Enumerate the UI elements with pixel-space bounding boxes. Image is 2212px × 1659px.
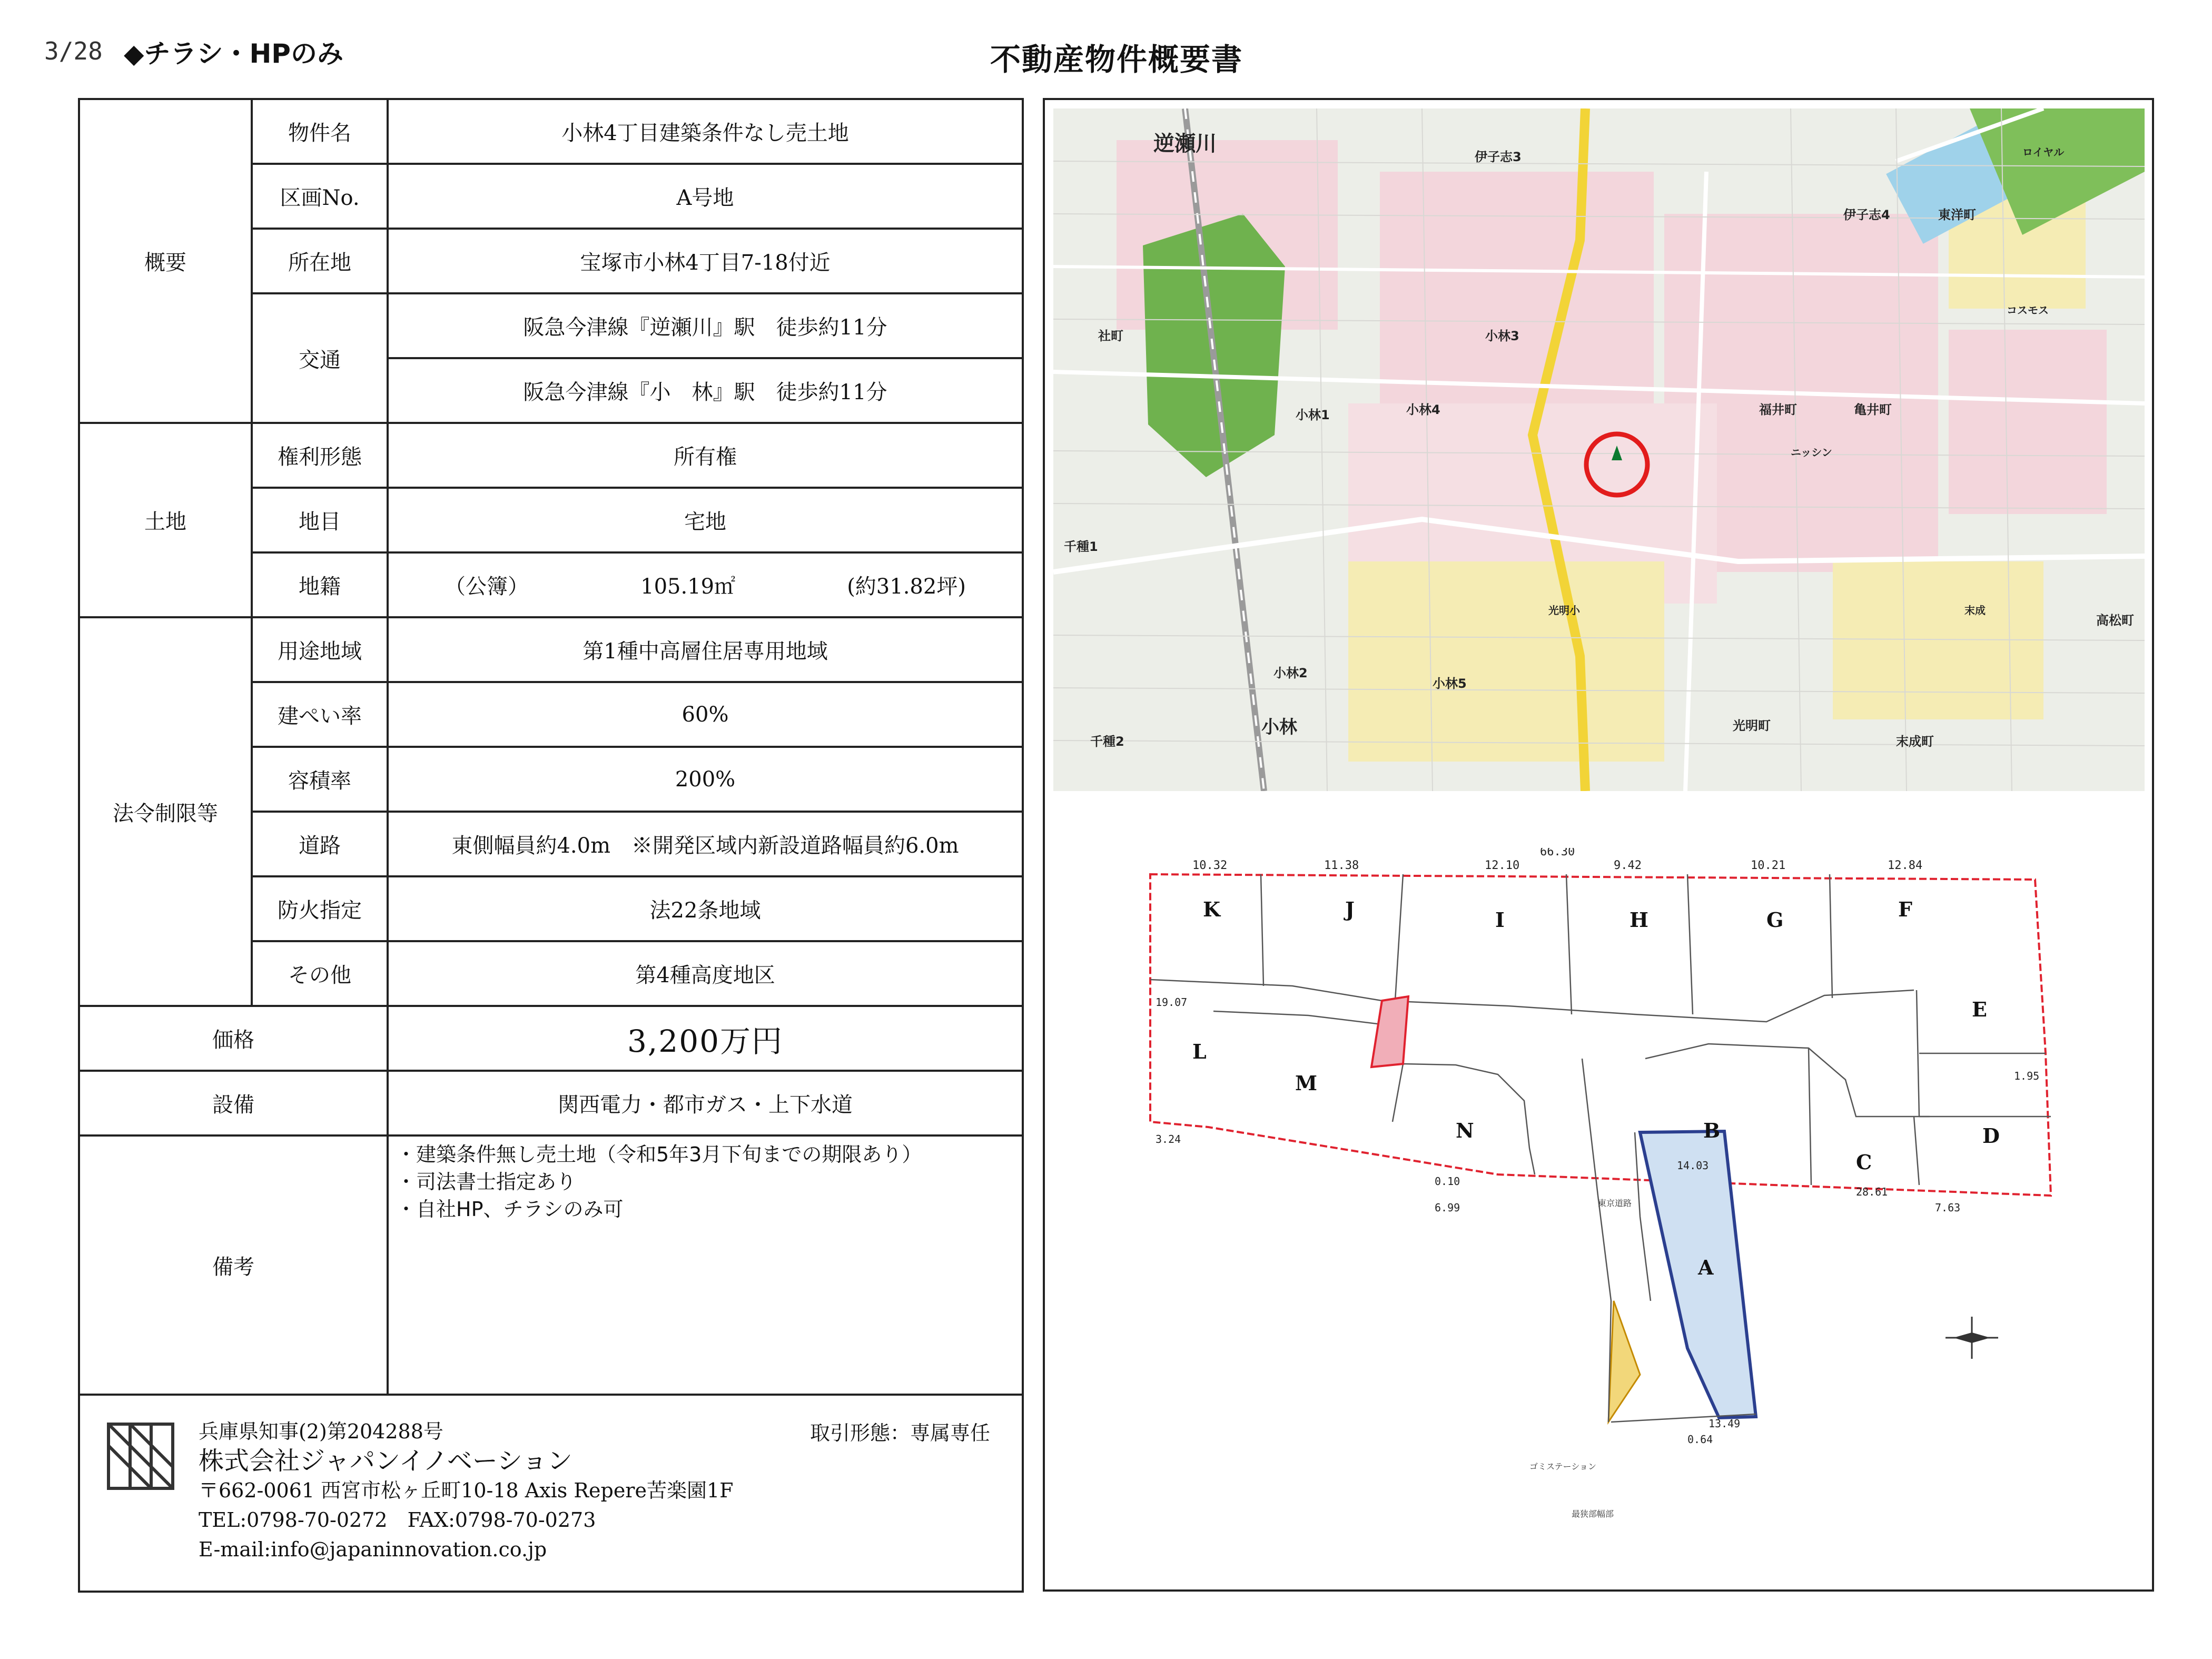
lot-label: D	[1982, 1124, 2000, 1148]
label-bcr: 建ぺい率	[252, 682, 388, 747]
dimension-label: 6.99	[1435, 1201, 1460, 1214]
dimension-label: 7.63	[1935, 1201, 1961, 1214]
value-bcr: 60%	[388, 682, 1023, 747]
dimension-label: 66.30	[1540, 848, 1575, 858]
value-area	[388, 552, 1023, 617]
dimension-label: 11.38	[1324, 859, 1359, 872]
lot-label: M	[1295, 1071, 1318, 1095]
map-label: 高松町	[2096, 613, 2134, 628]
site-plan-canvas	[1108, 848, 2119, 1585]
map-label: 末成	[1964, 604, 1986, 617]
value-zone: 第1種中高層住居専用地域	[388, 617, 1023, 682]
document-title: 不動産物件概要書	[990, 42, 1243, 77]
lot-label: E	[1972, 998, 1987, 1021]
company-name: 株式会社ジャパンイノベーション	[199, 1446, 572, 1476]
value-address: 宝塚市小林4丁目7-18付近	[388, 229, 1023, 293]
company-address: 〒662-0061 西宮市松ヶ丘町10-18 Axis Repere苦楽園1F	[199, 1479, 734, 1502]
map-label: 小林4	[1406, 402, 1440, 417]
dimension-label: 3.24	[1156, 1133, 1181, 1146]
lot-label: L	[1192, 1040, 1207, 1063]
map-label: 小林2	[1273, 666, 1308, 680]
label-facilities: 設備	[79, 1071, 388, 1135]
company-info	[79, 1395, 1023, 1592]
broker-type: 取引形態：専属専任	[809, 1421, 990, 1445]
company-license: 兵庫県知事(2)第204288号	[199, 1420, 443, 1443]
remark-item: ・司法書士指定あり	[396, 1170, 577, 1193]
value-road: 東側幅員約4.0m ※開発区域内新設道路幅員約6.0m	[388, 812, 1023, 876]
dimension-label: 28.61	[1856, 1186, 1888, 1198]
dimension-label: 0.10	[1435, 1175, 1460, 1188]
value-land-type: 宅地	[388, 488, 1023, 552]
dimension-label: 1.95	[2014, 1070, 2040, 1082]
dimension-label: 13.49	[1709, 1417, 1741, 1430]
plan-note: 東京道路	[1598, 1198, 1632, 1208]
label-name: 物件名	[252, 99, 388, 164]
map-label: 社町	[1098, 329, 1123, 343]
map-label: ロイヤル	[2022, 146, 2065, 159]
map-label: 亀井町	[1854, 402, 1892, 417]
label-zone: 用途地域	[252, 617, 388, 682]
remark-item: ・自社HP、チラシのみ可	[396, 1198, 624, 1221]
lot-label: A	[1698, 1256, 1714, 1279]
label-far: 容積率	[252, 747, 388, 812]
map-label: 逆瀬川	[1153, 132, 1217, 156]
map-label: ニッシン	[1791, 446, 1832, 459]
map-label: 小林5	[1433, 676, 1467, 691]
map-canvas	[1053, 108, 2145, 791]
small-red-lot	[1371, 996, 1408, 1067]
company-phone: TEL:0798-70-0272 FAX:0798-70-0273	[199, 1508, 596, 1532]
lot-label: G	[1766, 908, 1784, 932]
lot-label: H	[1630, 908, 1648, 932]
label-access: 交通	[252, 293, 388, 423]
value-price: 3,200万円	[388, 1006, 1023, 1071]
area-sqm: 105.19㎡	[640, 575, 736, 599]
lot-label: I	[1495, 908, 1505, 932]
map-label: 千種2	[1090, 734, 1124, 749]
value-access-1: 阪急今津線『逆瀬川』駅 徒歩約11分	[388, 293, 1023, 358]
lot-label: C	[1856, 1150, 1872, 1174]
company-logo	[106, 1422, 175, 1490]
dimension-label: 12.84	[1888, 859, 1923, 872]
right-panel	[1043, 98, 2154, 1592]
map-label: 伊子志3	[1475, 150, 1522, 164]
value-other: 第4種高度地区	[388, 941, 1023, 1006]
dimension-label: 12.10	[1485, 859, 1520, 872]
value-far: 200%	[388, 747, 1023, 812]
label-rights: 権利形態	[252, 423, 388, 488]
category-land: 土地	[79, 423, 252, 617]
property-spec-table	[78, 98, 1024, 1593]
value-lot: A号地	[388, 164, 1023, 229]
page-number: 3/28	[44, 37, 103, 65]
label-address: 所在地	[252, 229, 388, 293]
map-label: 光明町	[1733, 718, 1771, 733]
category-overview: 概要	[79, 99, 252, 423]
map-label: 千種1	[1064, 539, 1098, 554]
value-fire: 法22条地域	[388, 876, 1023, 941]
map-label: 末成町	[1896, 734, 1934, 749]
label-road: 道路	[252, 812, 388, 876]
dimension-label: 9.42	[1614, 859, 1642, 872]
value-rights: 所有権	[388, 423, 1023, 488]
dimension-label: 14.03	[1677, 1159, 1709, 1172]
plan-note: 最狭部幅部	[1572, 1509, 1614, 1519]
label-price: 価格	[79, 1006, 388, 1071]
dimension-label: 10.32	[1192, 859, 1228, 872]
dimension-label: 19.07	[1156, 996, 1188, 1009]
label-lot: 区画No.	[252, 164, 388, 229]
value-name: 小林4丁目建築条件なし売土地	[388, 99, 1023, 164]
compass-icon	[1946, 1317, 1998, 1359]
value-access-2: 阪急今津線『小 林』駅 徒歩約11分	[388, 358, 1023, 423]
lot-label: K	[1203, 897, 1221, 921]
site-plan	[1108, 848, 2119, 1585]
map-label: コスモス	[2007, 304, 2049, 317]
map-label: 東洋町	[1938, 208, 1976, 222]
distribution-tag: ◆チラシ・HPのみ	[124, 38, 343, 69]
map-label: 伊子志4	[1843, 208, 1890, 222]
map-label: 小林3	[1485, 329, 1519, 343]
lot-label: F	[1898, 897, 1912, 921]
remarks-list	[388, 1135, 1023, 1395]
map-label: 小林1	[1296, 408, 1330, 422]
label-other: その他	[252, 941, 388, 1006]
label-land-type: 地目	[252, 488, 388, 552]
area-note: （公簿）	[445, 575, 529, 599]
lot-label: N	[1456, 1119, 1474, 1142]
map-label: 小林	[1261, 717, 1297, 738]
label-area: 地籍	[252, 552, 388, 617]
area-tsubo: (約31.82坪)	[847, 575, 966, 599]
company-email: E-mail:info@japaninnovation.co.jp	[199, 1538, 547, 1561]
dimension-label: 10.21	[1751, 859, 1786, 872]
map-label: 光明小	[1548, 604, 1580, 617]
plan-note: ゴミステーション	[1529, 1461, 1597, 1472]
lot-label: B	[1703, 1119, 1721, 1142]
label-fire: 防火指定	[252, 876, 388, 941]
remark-item: ・建築条件無し売土地（令和5年3月下旬までの期限あり）	[396, 1143, 922, 1166]
category-regulations: 法令制限等	[79, 617, 252, 1006]
garbage-station-lot	[1608, 1301, 1640, 1422]
lot-label: J	[1345, 897, 1355, 921]
area-map	[1053, 108, 2145, 791]
label-remarks: 備考	[79, 1135, 388, 1395]
dimension-label: 0.64	[1687, 1433, 1713, 1446]
value-facilities: 関西電力・都市ガス・上下水道	[388, 1071, 1023, 1135]
map-label: 福井町	[1759, 402, 1797, 417]
